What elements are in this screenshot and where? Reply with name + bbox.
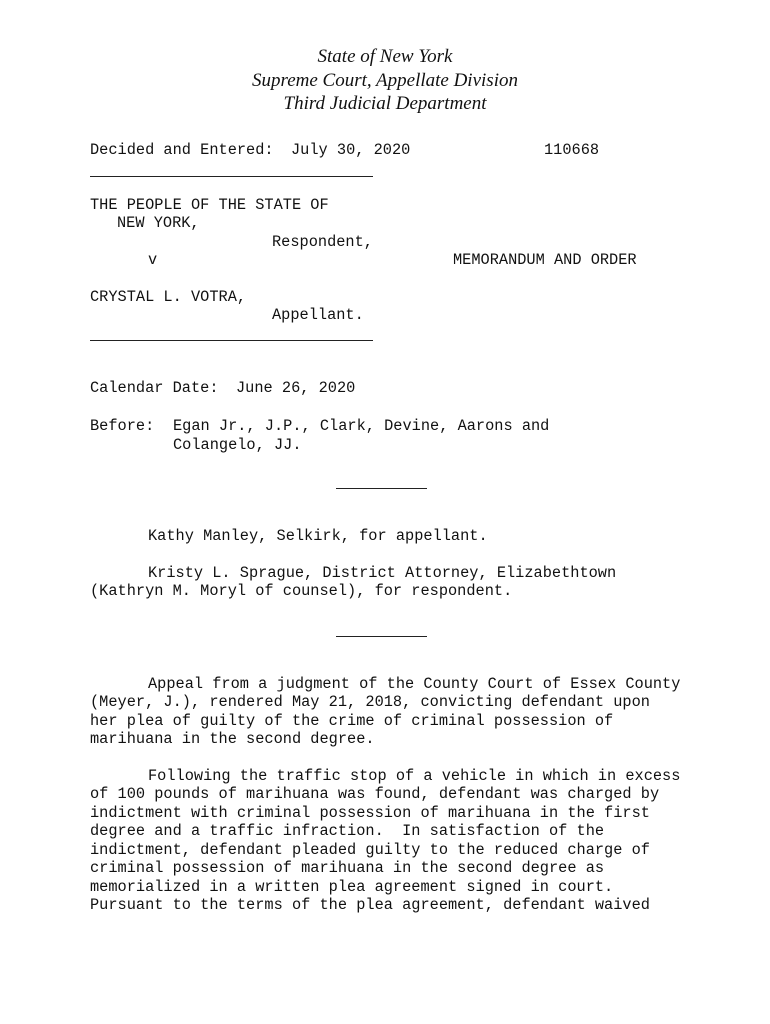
caption-bottom-rule xyxy=(90,340,373,341)
para2-line: indictment with criminal possession of marihuana in the first xyxy=(90,804,650,822)
para1-line: (Meyer, J.), rendered May 21, 2018, convicting defendant upon xyxy=(90,693,650,711)
plaintiff-role: Respondent, xyxy=(272,233,373,251)
court-state: State of New York xyxy=(317,46,453,67)
para1-line: her plea of guilty of the crime of criminal possession of xyxy=(90,712,614,730)
section-separator-1 xyxy=(336,488,427,489)
section-separator-2 xyxy=(336,636,427,637)
respondent-counsel-line2: (Kathryn M. Moryl of counsel), for respondent. xyxy=(90,582,513,600)
para2-line: Following the traffic stop of a vehicle in which in excess xyxy=(148,767,681,785)
calendar-label: Calendar Date: xyxy=(90,379,219,397)
para2-line: Pursuant to the terms of the plea agreement, defendant waived xyxy=(90,896,650,914)
para2-line: degree and a traffic infraction. In satisfaction of the xyxy=(90,822,605,840)
defendant-role: Appellant. xyxy=(272,306,364,324)
calendar-date: June 26, 2020 xyxy=(236,379,356,397)
para1-line: marihuana in the second degree. xyxy=(90,730,375,748)
before-panel-line1: Egan Jr., J.P., Clark, Devine, Aarons and xyxy=(173,417,550,435)
order-type: MEMORANDUM AND ORDER xyxy=(453,251,637,269)
plaintiff-line1: THE PEOPLE OF THE STATE OF xyxy=(90,196,329,214)
para2-line: indictment, defendant pleaded guilty to the reduced charge of xyxy=(90,841,650,859)
court-name: Supreme Court, Appellate Division xyxy=(252,69,518,91)
versus: v xyxy=(148,251,158,269)
court-heading xyxy=(0,45,770,116)
para2-line: of 100 pounds of marihuana was found, defendant was charged by xyxy=(90,785,660,803)
decided-date: July 30, 2020 xyxy=(291,141,411,159)
before-label: Before: xyxy=(90,417,155,435)
defendant-name: CRYSTAL L. VOTRA, xyxy=(90,288,247,306)
decided-label: Decided and Entered: xyxy=(90,141,274,159)
appellant-counsel: Kathy Manley, Selkirk, for appellant. xyxy=(148,527,488,545)
para1-line: Appeal from a judgment of the County Court of Essex County xyxy=(148,675,681,693)
plaintiff-line2: NEW YORK, xyxy=(117,214,200,232)
docket-number: 110668 xyxy=(544,141,600,159)
caption-top-rule xyxy=(90,176,373,177)
before-panel-line2: Colangelo, JJ. xyxy=(173,436,302,454)
respondent-counsel-line1: Kristy L. Sprague, District Attorney, Elizabethtown xyxy=(148,564,617,582)
para2-line: criminal possession of marihuana in the second degree as xyxy=(90,859,605,877)
court-department: Third Judicial Department xyxy=(283,93,487,114)
para2-line: memorialized in a written plea agreement signed in court. xyxy=(90,878,614,896)
